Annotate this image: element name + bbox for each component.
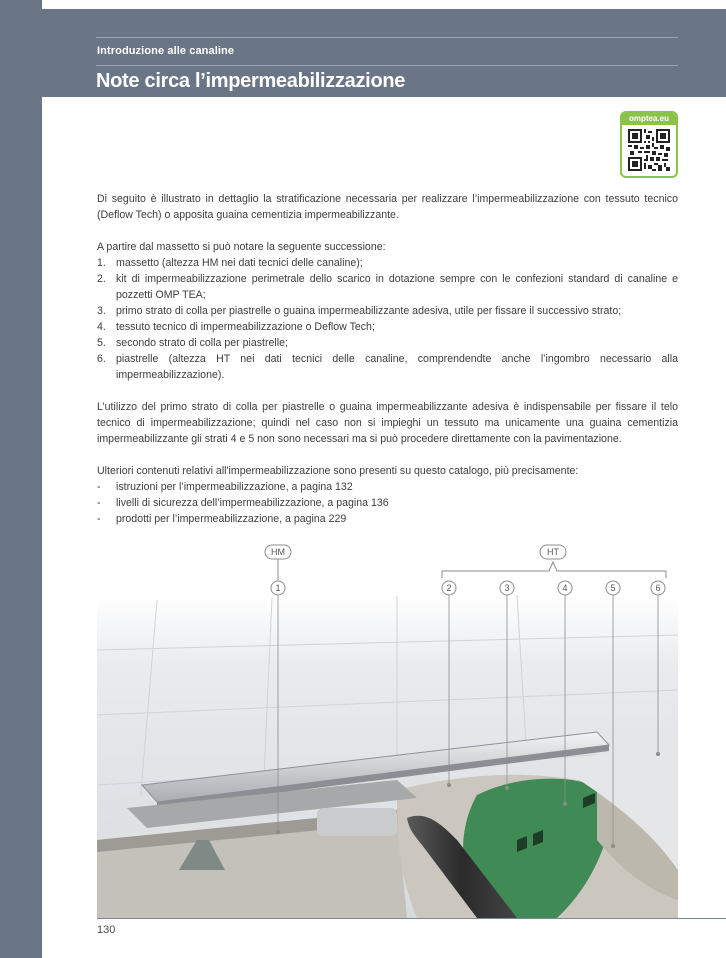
svg-text:4: 4 bbox=[562, 583, 568, 593]
more-intro: Ulteriori contenuti relativi all'impermeabilizzazione sono presenti su questo catalogo, più precisamente: bbox=[97, 465, 579, 477]
callout-4 bbox=[558, 581, 572, 595]
header-rule-bottom bbox=[96, 65, 678, 66]
ht-label-group bbox=[540, 545, 566, 559]
header-rule-top bbox=[96, 37, 678, 38]
svg-text:6: 6 bbox=[655, 583, 661, 593]
list-item: 4. tessuto tecnico di impermeabilizzazione o Deflow Tech; bbox=[97, 321, 375, 333]
list-item: 3. primo strato di colla per piastrelle o guaina impermeabilizzante adesiva, utile per fissare il successivo strato; bbox=[97, 305, 622, 317]
page-number: 130 bbox=[97, 924, 116, 936]
svg-text:2: 2 bbox=[446, 583, 452, 593]
layer-sequence-list bbox=[97, 255, 678, 383]
intro-paragraph: Di seguito è illustrato in dettaglio la stratificazione necessaria per realizzare l’impermeabilizzazione con tessuto tecnico (Deflow Tech) o apposita guaina cementizia impermeabilizzante. bbox=[97, 193, 678, 221]
qr-badge[interactable] bbox=[620, 111, 678, 178]
hm-label: HM bbox=[271, 547, 285, 557]
callout-5 bbox=[606, 581, 620, 595]
waterproofing-layers-diagram bbox=[97, 540, 678, 918]
page-title: Note circa l’impermeabilizzazione bbox=[96, 70, 406, 92]
footer-rule bbox=[97, 918, 726, 919]
body-text bbox=[97, 191, 678, 527]
note-paragraph: L’utilizzo del primo strato di colla per piastrelle o guaina impermeabilizzante adesiva è indispensabile per fissare il telo tecnico di impermeabilizzazione; quindi nel caso non si impieghi un tessuto ma unicamente una guaina cementizia impermeabilizzante gli strati 4 e 5 non sono necessari ma si può procedere direttamente con la pavimentazione. bbox=[97, 401, 678, 445]
side-bar bbox=[0, 0, 42, 958]
drain-trap bbox=[317, 808, 397, 836]
sequence-intro: A partire dal massetto si può notare la seguente successione: bbox=[97, 241, 386, 253]
references-list bbox=[97, 479, 678, 527]
list-item: 5. secondo strato di colla per piastrelle; bbox=[97, 337, 288, 349]
list-item: - istruzioni per l’impermeabilizzazione, a pagina 132 bbox=[97, 481, 353, 493]
qr-code-icon bbox=[628, 129, 670, 171]
callout-3 bbox=[500, 581, 514, 595]
svg-text:1: 1 bbox=[275, 583, 281, 593]
hm-label-group bbox=[265, 545, 291, 559]
callout-6 bbox=[651, 581, 665, 595]
section-label: Introduzione alle canaline bbox=[97, 45, 235, 57]
qr-label: omptea.eu bbox=[622, 113, 676, 125]
list-item: 2. kit di impermeabilizzazione perimetrale dello scarico in dotazione sempre con le confezioni standard di canaline e pozzetti OMP TEA; bbox=[97, 273, 678, 301]
list-item: - livelli di sicurezza dell’impermeabilizzazione, a pagina 136 bbox=[97, 497, 389, 509]
list-item: 6. piastrelle (altezza HT nei dati tecnici delle canaline, comprendendte anche l’ingombro necessario alla impermeabilizzazione). bbox=[97, 353, 678, 381]
callout-2 bbox=[442, 581, 456, 595]
callout-1 bbox=[271, 581, 285, 595]
list-item: - prodotti per l’impermeabilizzazione, a pagina 229 bbox=[97, 513, 347, 525]
svg-text:3: 3 bbox=[504, 583, 510, 593]
list-item: 1. massetto (altezza HM nei dati tecnici delle canaline); bbox=[97, 257, 363, 269]
ht-label: HT bbox=[547, 547, 559, 557]
svg-text:5: 5 bbox=[610, 583, 616, 593]
